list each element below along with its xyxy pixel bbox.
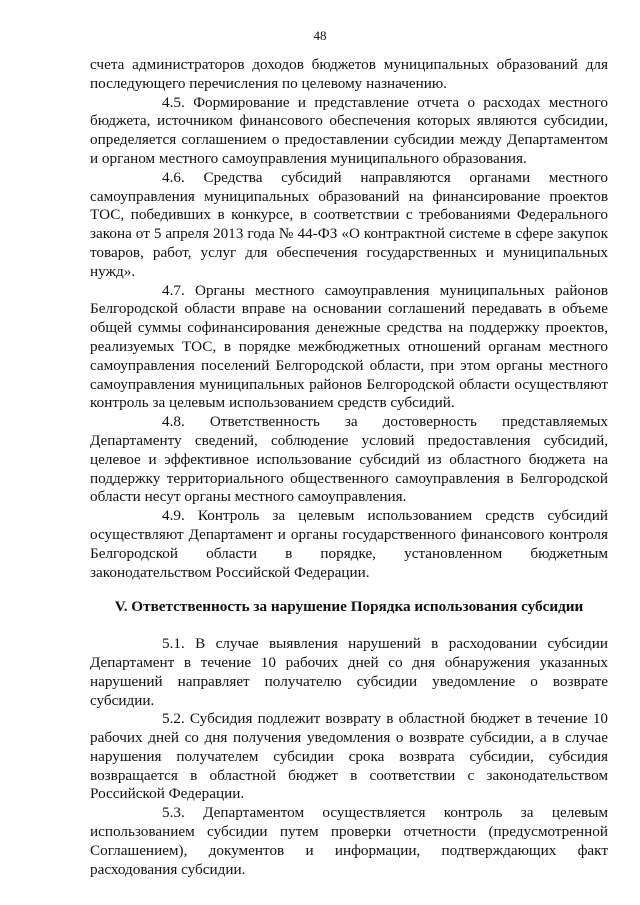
paragraph-number: 5.3.: [162, 804, 185, 822]
paragraph-number: 4.7.: [162, 281, 185, 299]
paragraph-4-6: [90, 169, 608, 282]
paragraph-number: 4.6.: [162, 168, 185, 186]
paragraph-5-2: [90, 710, 608, 804]
paragraph-4-9: [90, 507, 608, 582]
paragraph-4-7: [90, 282, 608, 414]
page-number: 48: [313, 28, 327, 43]
paragraph-text: Органы местного самоуправления муниципальных районов Белгородской области вправе на основании соглашений передавать в объеме общей суммы софинансирования денежные средства на поддержку проектов, реализуемых ТОС, в порядке межбюджетных отношений органам местного самоуправления поселений Белгородской области, при этом органы местного самоуправления муниципальных районов Белгородской области осуществляют контроль за целевым использованием средств субсидий.: [90, 281, 608, 412]
paragraph-text: Контроль за целевым использованием средств субсидий осуществляют Департамент и органы государственного финансового контроля Белгородской области в порядке, установленном бюджетным законодательством Российской Федерации.: [90, 507, 608, 581]
paragraph-continuation: [90, 56, 608, 94]
paragraph-number: 4.8.: [162, 413, 185, 431]
paragraph-number: 5.1.: [162, 635, 185, 653]
paragraph-5-3: [90, 804, 608, 879]
paragraph-text: Департаментом осуществляется контроль за целевым использованием субсидии путем проверки отчетности (предусмотренной Соглашением), документов и информации, подтверждающих факт расходования субсидии.: [90, 804, 608, 878]
paragraph-number: 5.2.: [162, 710, 185, 728]
paragraph-number: 4.5.: [162, 93, 185, 111]
paragraph-text: Ответственность за достоверность представляемых Департаменту сведений, соблюдение условий предоставления субсидий, целевое и эффективное использование субсидий из областного бюджета на поддержку территориального общественного самоуправления в Белгородской области несут органы местного самоуправления.: [90, 413, 609, 506]
paragraph-text: Средства субсидий направляются органами местного самоуправления муниципальных образований на финансирование проектов ТОС, победивших в конкурсе, в соответствии с требованиями Федерального закона от 5 апреля 2013 года № 44-ФЗ «О контрактной системе в сфере закупок товаров, работ, услуг для обеспечения государственных и муниципальных нужд».: [90, 168, 609, 280]
document-body: [90, 56, 608, 879]
paragraph-text: счета администраторов доходов бюджетов муниципальных образований для последующего перечисления по целевому назначению.: [90, 56, 608, 92]
paragraph-text: Формирование и представление отчета о расходах местного бюджета, источником финансового обеспечения которых являются субсидии, определяется соглашением о предоставлении субсидии между Департаментом и органом местного самоуправления муниципального образования.: [90, 93, 608, 167]
paragraph-4-5: [90, 94, 608, 169]
section-heading: V. Ответственность за нарушение Порядка использования субсидии: [114, 598, 584, 616]
paragraph-text: Субсидия подлежит возврату в областной бюджет в течение 10 рабочих дней со дня получения уведомления о возврате субсидии, а в случае нарушения получателем субсидии срока возврата субсидии, субсидия возвращается в областной бюджет в соответствии с законодательством Российской Федерации.: [90, 710, 609, 803]
paragraph-5-1: [90, 635, 608, 710]
paragraph-number: 4.9.: [162, 507, 185, 525]
paragraph-text: В случае выявления нарушений в расходовании субсидии Департамент в течение 10 рабочих дней со дня обнаружения указанных нарушений направляет получателю субсидии уведомление о возврате субсидии.: [90, 635, 608, 709]
paragraph-4-8: [90, 413, 608, 507]
